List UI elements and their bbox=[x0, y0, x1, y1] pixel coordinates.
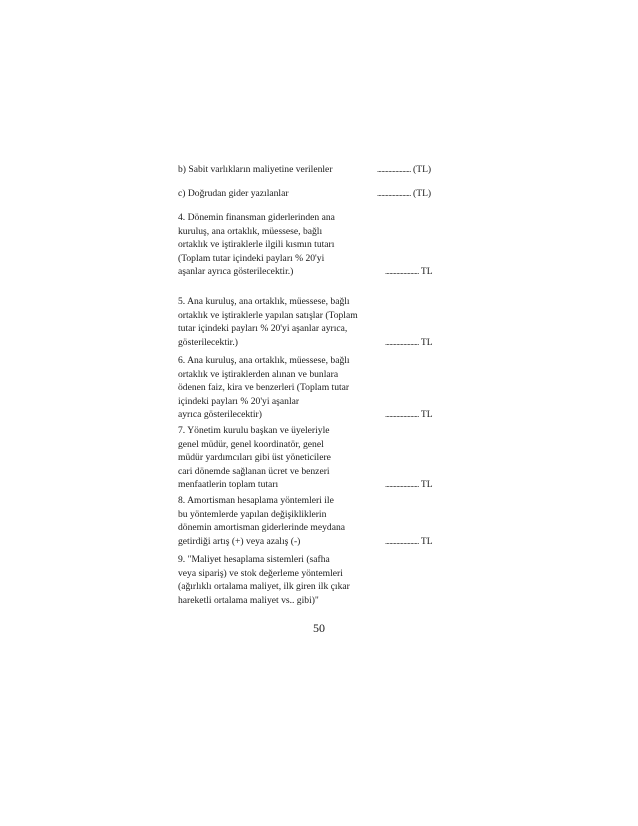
amount-unit: TL bbox=[420, 266, 433, 277]
item-line: içindeki payları % 20'yi aşanlar bbox=[178, 395, 300, 407]
item-line: bu yöntemlerde yapılan değişikliklerin bbox=[178, 508, 327, 520]
amount-unit: TL bbox=[420, 536, 433, 547]
item-line: 7. Yönetim kurulu başkan ve üyeleriyle bbox=[178, 425, 330, 436]
amount-unit: TL bbox=[420, 479, 433, 490]
amount-field bbox=[377, 163, 431, 177]
item-line: tutar içindeki payları % 20'yi aşanlar ayrıca, bbox=[178, 323, 348, 335]
item-line: 8. Amortisman hesaplama yöntemleri ile bbox=[178, 495, 334, 506]
item-line: (ağırlıklı ortalama maliyet, ilk giren ilk çıkar bbox=[178, 581, 350, 593]
amount-dots: ........................ bbox=[377, 189, 411, 198]
item-line: genel müdür, genel koordinatör, genel bbox=[178, 438, 324, 450]
item-line: 9. "Maliyet hesaplama sistemleri (safha bbox=[178, 554, 330, 565]
amount-unit: (TL) bbox=[413, 164, 432, 175]
item-line: aşanlar ayrıca gösterilecektir.) bbox=[178, 266, 294, 278]
item-description bbox=[178, 163, 378, 177]
item-line: 4. Dönemin finansman giderlerinden ana bbox=[178, 212, 335, 223]
item-line: b) Sabit varlıkların maliyetine verilenler bbox=[178, 164, 333, 175]
amount-dots: ........................ bbox=[385, 267, 419, 276]
item-description bbox=[178, 187, 378, 201]
item-description bbox=[178, 494, 378, 548]
amount-unit: TL bbox=[420, 409, 433, 420]
amount-field bbox=[385, 478, 433, 492]
item-line: müdür yardımcıları gibi üst yöneticilere bbox=[178, 452, 331, 464]
item-line: ortaklık ve iştiraklerden alınan ve bunlara bbox=[178, 368, 339, 380]
item-description bbox=[178, 553, 378, 607]
amount-field bbox=[385, 265, 433, 279]
item-line: 5. Ana kuruluş, ana ortaklık, müessese, bağlı bbox=[178, 296, 350, 307]
item-description bbox=[178, 211, 378, 279]
amount-unit: TL bbox=[420, 337, 433, 348]
amount-dots: ........................ bbox=[385, 410, 419, 419]
item-description bbox=[178, 424, 378, 492]
item-line: (Toplam tutar içindeki payları % 20'yi bbox=[178, 252, 325, 264]
item-line: ayrıca gösterilecektir) bbox=[178, 409, 262, 421]
amount-field bbox=[377, 187, 431, 201]
amount-field bbox=[385, 336, 433, 350]
amount-field bbox=[385, 535, 433, 549]
amount-field bbox=[385, 408, 433, 422]
item-description bbox=[178, 354, 378, 422]
page-number: 50 bbox=[313, 621, 325, 635]
item-line: 6. Ana kuruluş, ana ortaklık, müessese, bağlı bbox=[178, 355, 350, 366]
item-line: dönemin amortisman giderlerinde meydana bbox=[178, 522, 346, 534]
item-line: cari dönemde sağlanan ücret ve benzeri bbox=[178, 465, 330, 477]
item-line: gösterilecektir.) bbox=[178, 336, 238, 348]
amount-unit: (TL) bbox=[413, 188, 432, 199]
amount-dots: ........................ bbox=[385, 338, 419, 347]
amount-dots: ........................ bbox=[385, 480, 419, 489]
amount-dots: ........................ bbox=[377, 165, 411, 174]
item-line: getirdiği artış (+) veya azalış (-) bbox=[178, 535, 301, 547]
item-line: c) Doğrudan gider yazılanlar bbox=[178, 188, 289, 199]
item-line: kuruluş, ana ortaklık, müessese, bağlı bbox=[178, 225, 323, 237]
item-description bbox=[178, 295, 378, 349]
amount-dots: ........................ bbox=[385, 537, 419, 546]
item-line: ödenen faiz, kira ve benzerleri (Toplam tutar bbox=[178, 382, 350, 394]
item-line: ortaklık ve iştiraklerle yapılan satışlar (Toplam bbox=[178, 309, 358, 321]
item-line: veya sipariş) ve stok değerleme yöntemleri bbox=[178, 567, 343, 579]
item-line: menfaatlerin toplam tutarı bbox=[178, 479, 279, 491]
item-line: ortaklık ve iştiraklerle ilgili kısmın tutarı bbox=[178, 239, 335, 251]
item-line: hareketli ortalama maliyet vs.. gibi)" bbox=[178, 594, 319, 606]
